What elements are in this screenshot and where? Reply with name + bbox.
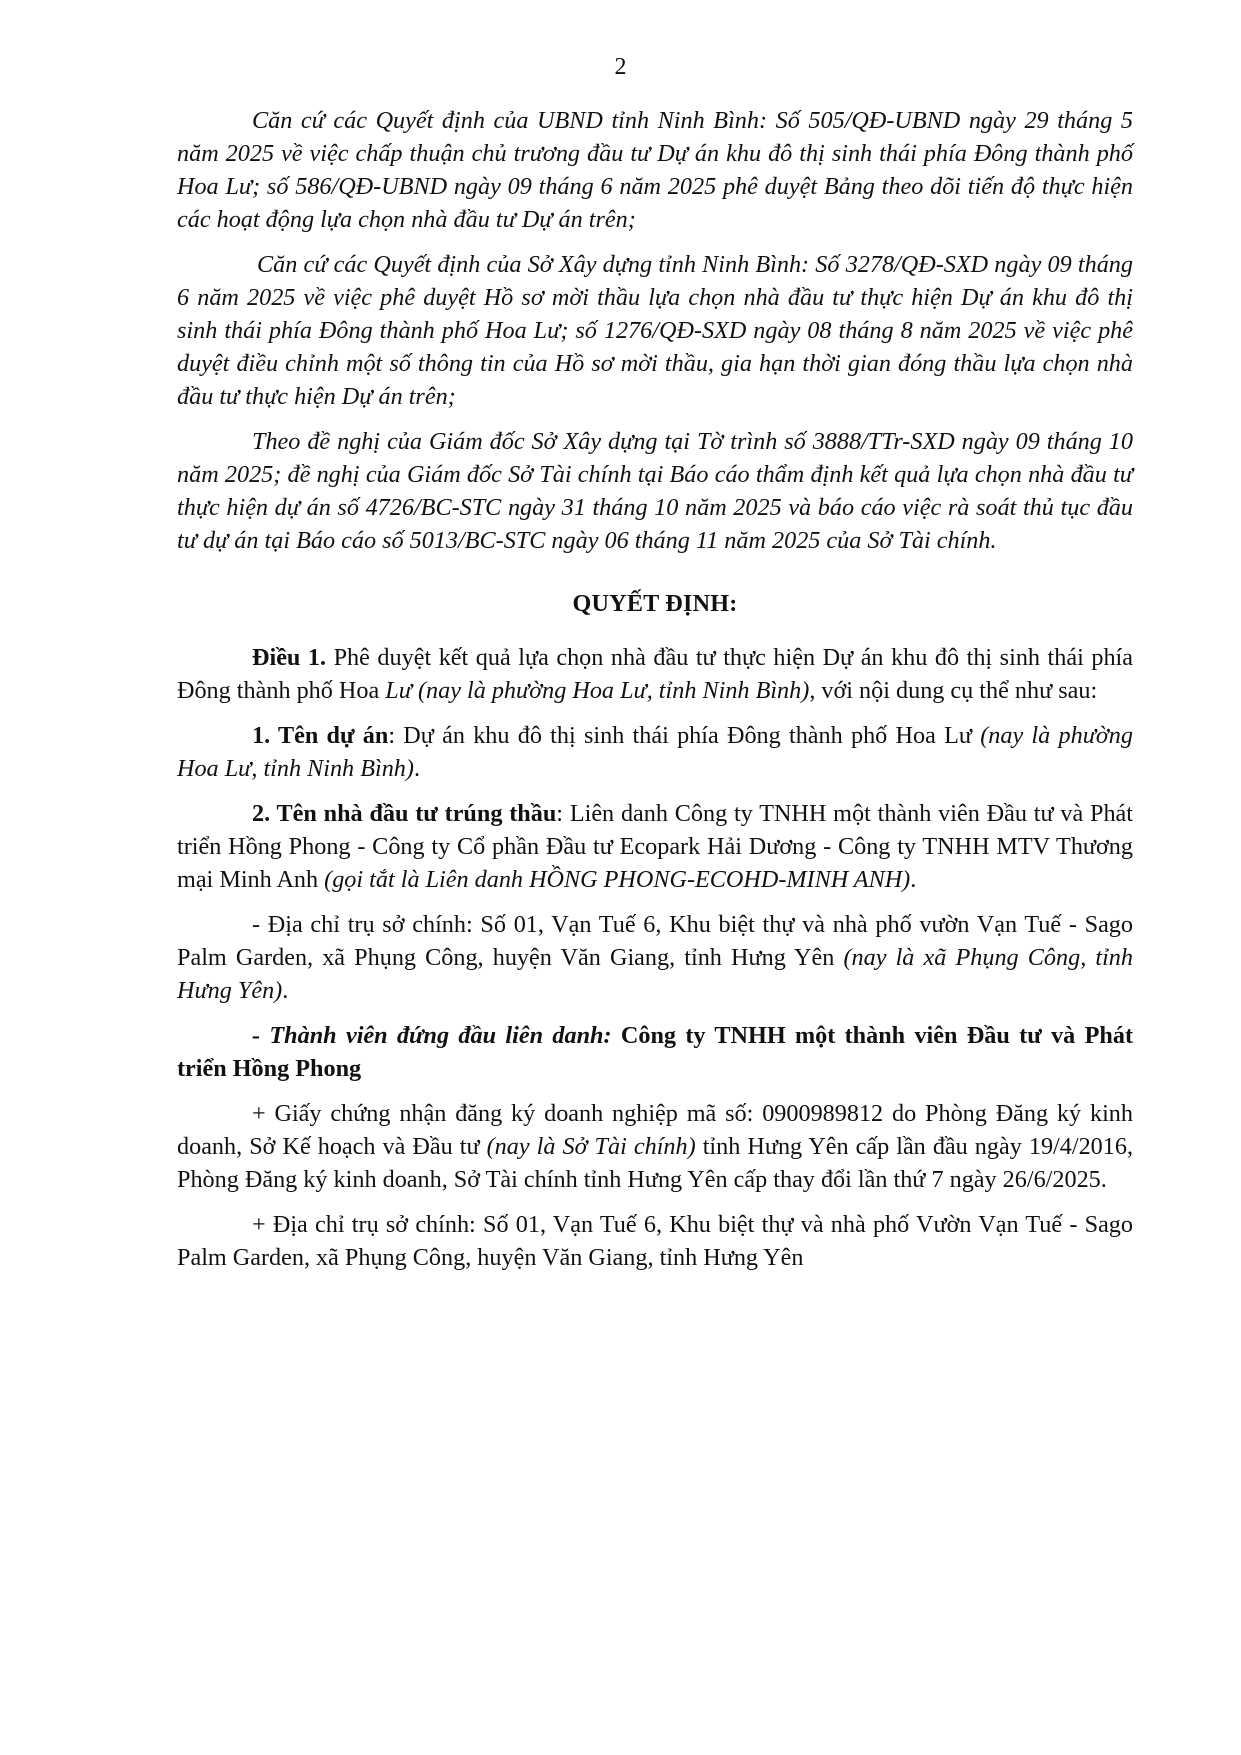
article-1-note: Lư (nay là phường Hoa Lư, tỉnh Ninh Bình): [385, 677, 810, 704]
preamble-paragraph: Căn cứ các Quyết định của Sở Xây dựng tỉnh Ninh Bình: Số 3278/QĐ-SXD ngày 09 tháng 6 năm 2025 về việc phê duyệt Hồ sơ mời thầu lựa chọn nhà đầu tư thực hiện Dự án khu đô thị sinh thái phía Đông thành phố Hoa Lư; số 1276/QĐ-SXD ngày 08 tháng 8 năm 2025 về việc phê duyệt điều chỉnh một số thông tin của Hồ sơ mời thầu, gia hạn thời gian đóng thầu lựa chọn nhà đầu tư thực hiện Dự án trên;: [177, 251, 1133, 410]
document-body: [177, 104, 1133, 1286]
decision-heading: QUYẾT ĐỊNH:: [572, 590, 738, 617]
lead-member: [177, 1019, 1133, 1085]
certificate-text: + Giấy chứng nhận đăng ký doanh nghiệp mã số: 0900989812 do Phòng Đăng ký kinh doanh, Sở Kế hoạch và Đầu tư: [177, 1100, 1133, 1160]
item-project-name: [177, 719, 1133, 785]
certificate-note: (nay là Sở Tài chính): [486, 1133, 696, 1160]
item-1-label: 1. Tên dự án: [252, 722, 389, 749]
item-1-end: .: [413, 755, 420, 782]
item-2-note: (gọi tắt là Liên danh HỒNG PHONG-ECOHD-MINH ANH): [324, 866, 911, 893]
preamble-paragraph: Căn cứ các Quyết định của UBND tỉnh Ninh Bình: Số 505/QĐ-UBND ngày 29 tháng 5 năm 2025 về việc chấp thuận chủ trương đầu tư Dự án khu đô thị sinh thái phía Đông thành phố Hoa Lư; số 586/QĐ-UBND ngày 09 tháng 6 năm 2025 phê duyệt Bảng theo dõi tiến độ thực hiện các hoạt động lựa chọn nhà đầu tư Dự án trên;: [177, 107, 1133, 233]
item-2-end: .: [910, 866, 917, 893]
business-certificate: [177, 1097, 1133, 1196]
item-1-note: (nay là phường Hoa Lư, tỉnh Ninh Bình): [177, 722, 1133, 782]
page-number: 2: [614, 54, 627, 80]
item-2-text: : Liên danh Công ty TNHH một thành viên Đầu tư và Phát triển Hồng Phong - Công ty Cổ phần Đầu tư Ecopark Hải Dương - Công ty TNHH MTV Thương mại Minh Anh: [177, 800, 1133, 893]
lead-member-name: Công ty TNHH một thành viên Đầu tư và Phát triển Hồng Phong: [177, 1022, 1133, 1082]
article-1-text: Phê duyệt kết quả lựa chọn nhà đầu tư thực hiện Dự án khu đô thị sinh thái phía Đông thành phố Hoa: [177, 644, 1133, 704]
preamble-paragraph: Theo đề nghị của Giám đốc Sở Xây dựng tại Tờ trình số 3888/TTr-SXD ngày 09 tháng 10 năm 2025; đề nghị của Giám đốc Sở Tài chính tại Báo cáo thẩm định kết quả lựa chọn nhà đầu tư thực hiện dự án số 4726/BC-STC ngày 31 tháng 10 năm 2025 và báo cáo việc rà soát thủ tục đầu tư dự án tại Báo cáo số 5013/BC-STC ngày 06 tháng 11 năm 2025 của Sở Tài chính.: [177, 428, 1133, 554]
article-1-text-end: , với nội dung cụ thể như sau:: [809, 677, 1098, 704]
lead-member-label: - Thành viên đứng đầu liên danh:: [252, 1022, 612, 1049]
article-1-label: Điều 1.: [252, 644, 327, 671]
address-text: - Địa chỉ trụ sở chính: Số 01, Vạn Tuế 6, Khu biệt thự và nhà phố vườn Vạn Tuế - Sago Palm Garden, xã Phụng Công, huyện Văn Giang, tỉnh Hưng Yên: [177, 911, 1133, 971]
address-note: (nay là xã Phụng Công, tỉnh Hưng Yên): [177, 944, 1133, 1004]
article-1: [177, 641, 1133, 707]
item-2-label: 2. Tên nhà đầu tư trúng thầu: [252, 800, 557, 827]
head-office-address: [177, 908, 1133, 1007]
member-head-office-address: + Địa chỉ trụ sở chính: Số 01, Vạn Tuế 6, Khu biệt thự và nhà phố Vườn Vạn Tuế - Sago Palm Garden, xã Phụng Công, huyện Văn Giang, tỉnh Hưng Yên: [177, 1211, 1133, 1271]
item-winning-investor: [177, 797, 1133, 896]
item-1-text: : Dự án khu đô thị sinh thái phía Đông thành phố Hoa Lư: [388, 722, 981, 749]
certificate-text-end: tỉnh Hưng Yên cấp lần đầu ngày 19/4/2016, Phòng Đăng ký kinh doanh, Sở Tài chính tỉnh Hưng Yên cấp thay đổi lần thứ 7 ngày 26/6/2025.: [177, 1133, 1133, 1193]
address-end: .: [282, 977, 289, 1004]
